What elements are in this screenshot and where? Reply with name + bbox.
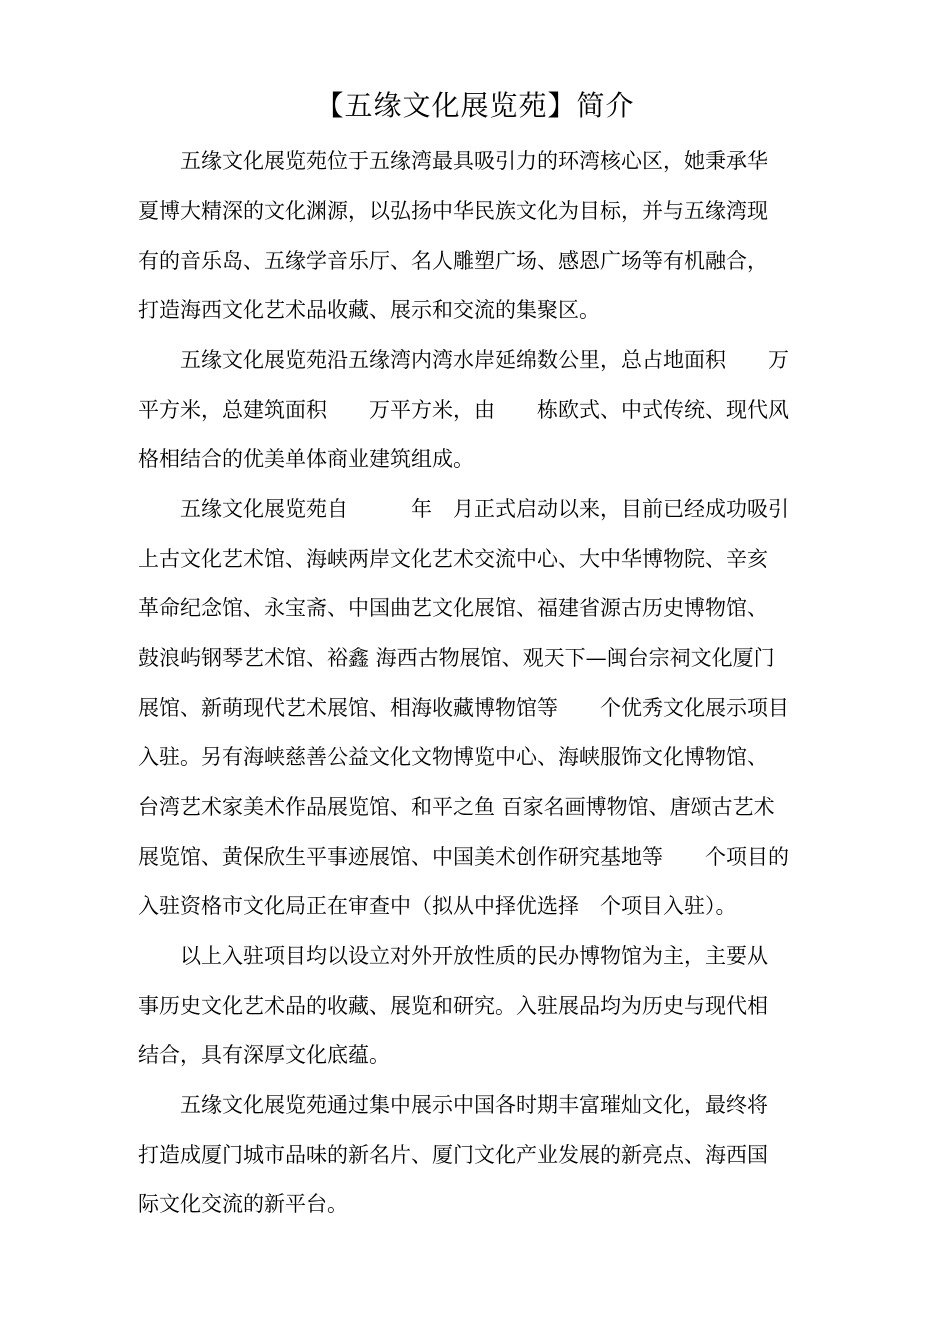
paragraph-4-line-1: 以上入驻项目均以设立对外开放性质的民办博物馆为主，主要从 xyxy=(180,944,768,968)
document-title: 【五缘文化展览苑】简介 xyxy=(315,89,635,122)
paragraph-3-line-6: 入驻。另有海峡慈善公益文化文物博览中心、海峡服饰文化博物馆、 xyxy=(138,745,768,769)
paragraph-5-line-1: 五缘文化展览苑通过集中展示中国各时期丰富璀灿文化，最终将 xyxy=(180,1093,768,1117)
paragraph-1-line-4: 打造海西文化艺术品收藏、展示和交流的集聚区。 xyxy=(138,298,600,322)
paragraph-1-line-1: 五缘文化展览苑位于五缘湾最具吸引力的环湾核心区，她秉承华 xyxy=(180,149,768,173)
paragraph-2-line-1: 五缘文化展览苑沿五缘湾内湾水岸延绵数公里，总占地面积 万 xyxy=(180,348,789,372)
paragraph-1-line-3: 有的音乐岛、五缘学音乐厅、名人雕塑广场、感恩广场等有机融合， xyxy=(138,249,768,273)
paragraph-3-line-1: 五缘文化展览苑自 年 月正式启动以来，目前已经成功吸引 xyxy=(180,497,789,521)
paragraph-3-line-4: 鼓浪屿钢琴艺术馆、裕鑫 海西古物展馆、观天下—闽台宗祠文化厦门 xyxy=(138,646,775,670)
paragraph-2-line-2: 平方米，总建筑面积 万平方米，由 栋欧式、中式传统、现代风 xyxy=(138,398,789,422)
paragraph-3-line-9: 入驻资格市文化局正在审查中（拟从中择优选择 个项目入驻）。 xyxy=(138,894,737,918)
paragraph-2-line-3: 格相结合的优美单体商业建筑组成。 xyxy=(138,447,474,471)
paragraph-3-line-5: 展馆、新萌现代艺术展馆、相海收藏博物馆等 个优秀文化展示项目 xyxy=(138,696,789,720)
paragraph-5-line-3: 际文化交流的新平台。 xyxy=(138,1192,348,1216)
paragraph-3-line-8: 展览馆、黄保欣生平事迹展馆、中国美术创作研究基地等 个项目的 xyxy=(138,845,789,869)
paragraph-4-line-3: 结合，具有深厚文化底蕴。 xyxy=(138,1043,390,1067)
paragraph-3-line-7: 台湾艺术家美术作品展览馆、和平之鱼 百家名画博物馆、唐颂古艺术 xyxy=(138,795,775,819)
paragraph-1-line-2: 夏博大精深的文化渊源，以弘扬中华民族文化为目标，并与五缘湾现 xyxy=(138,199,768,223)
paragraph-4-line-2: 事历史文化艺术品的收藏、展览和研究。入驻展品均为历史与现代相 xyxy=(138,994,768,1018)
paragraph-5-line-2: 打造成厦门城市品味的新名片、厦门文化产业发展的新亮点、海西国 xyxy=(138,1143,768,1167)
paragraph-3-line-2: 上古文化艺术馆、海峡两岸文化艺术交流中心、大中华博物院、辛亥 xyxy=(138,547,768,571)
paragraph-3-line-3: 革命纪念馆、永宝斋、中国曲艺文化展馆、福建省源古历史博物馆、 xyxy=(138,596,768,620)
